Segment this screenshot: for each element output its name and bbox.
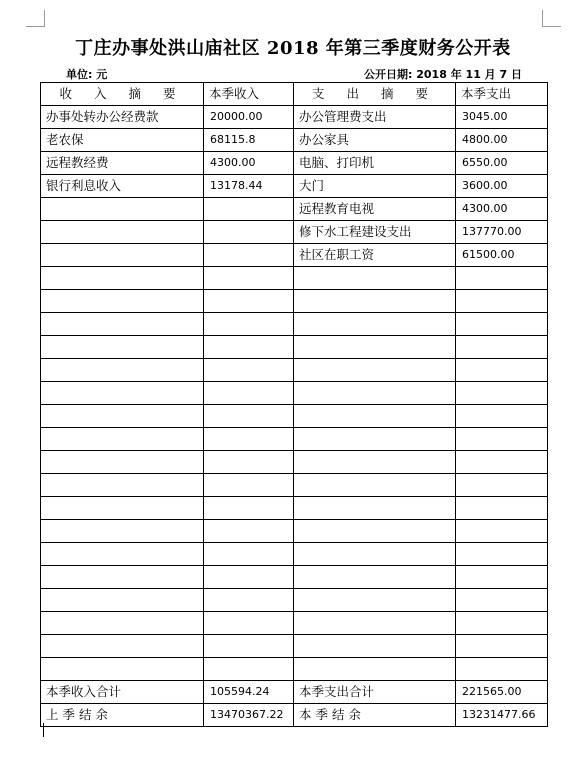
table-row [41,566,548,589]
expense-amount-cell: 61500.00 [456,244,548,267]
expense-item-cell [294,359,456,382]
expense-item-cell [294,612,456,635]
table-row [41,497,548,520]
income-amount-cell [204,405,294,428]
expense-amount-cell: 137770.00 [456,221,548,244]
expense-item-cell [294,566,456,589]
expense-amount-cell [456,635,548,658]
income-amount-cell [204,589,294,612]
expense-item-cell [294,382,456,405]
expense-item-cell [294,313,456,336]
expense-amount-cell [456,566,548,589]
income-amount-cell [204,244,294,267]
expense-amount-cell: 4300.00 [456,198,548,221]
table-row [41,451,548,474]
income-amount-cell [204,336,294,359]
publish-date-label: 公开日期: [364,68,413,81]
table-row [41,267,548,290]
expense-amount-cell [456,290,548,313]
expense-item-cell [294,290,456,313]
header-income-item: 收 入 摘 要 [41,83,204,106]
income-item-cell [41,543,204,566]
income-amount-cell [204,658,294,681]
income-item-cell [41,428,204,451]
expense-item-cell [294,336,456,359]
expense-item-cell [294,658,456,681]
income-amount-cell [204,221,294,244]
expense-item-cell: 办公家具 [294,129,456,152]
table-row [41,106,548,129]
unit-label: 单位: [66,68,93,81]
expense-item-cell [294,267,456,290]
expense-amount-cell [456,382,548,405]
table-row [41,428,548,451]
expense-amount-cell [456,267,548,290]
table-header-row [41,83,548,106]
income-item-cell [41,566,204,589]
balance-row [41,704,548,727]
table-row [41,359,548,382]
expense-item-cell: 办公管理费支出 [294,106,456,129]
income-item-cell: 银行利息收入 [41,175,204,198]
income-item-cell: 老农保 [41,129,204,152]
expense-amount-cell [456,520,548,543]
income-amount-cell [204,290,294,313]
income-total-label: 本季收入合计 [41,681,204,704]
table-row [41,589,548,612]
unit-value: 元 [96,68,108,81]
crop-mark-top-left [26,10,45,27]
income-item-cell: 办事处转办公经费款 [41,106,204,129]
income-item-cell [41,658,204,681]
income-amount-cell [204,635,294,658]
current-balance-value: 13231477.66 [456,704,548,727]
income-item-cell [41,336,204,359]
table-row [41,152,548,175]
income-amount-cell [204,428,294,451]
publish-date-line [364,66,522,82]
table-row [41,520,548,543]
income-item-cell [41,359,204,382]
expense-item-cell [294,428,456,451]
income-item-cell [41,497,204,520]
current-balance-label: 本 季 结 余 [294,704,456,727]
table-row [41,221,548,244]
income-amount-cell [204,612,294,635]
crop-mark-top-right [542,10,561,27]
expense-item-cell: 远程教育电视 [294,198,456,221]
income-item-cell [41,198,204,221]
header-income-amount: 本季收入 [204,83,294,106]
table-row [41,244,548,267]
expense-item-cell [294,451,456,474]
table-row [41,382,548,405]
income-amount-cell: 13178.44 [204,175,294,198]
income-amount-cell [204,359,294,382]
income-amount-cell [204,566,294,589]
income-item-cell [41,589,204,612]
income-item-cell [41,612,204,635]
table-row [41,612,548,635]
expense-amount-cell [456,543,548,566]
expense-amount-cell [456,474,548,497]
income-amount-cell [204,382,294,405]
income-item-cell [41,520,204,543]
expense-amount-cell [456,451,548,474]
expense-amount-cell [456,359,548,382]
income-amount-cell [204,198,294,221]
expense-item-cell [294,635,456,658]
table-row [41,474,548,497]
income-amount-cell [204,451,294,474]
table-row [41,658,548,681]
income-item-cell [41,313,204,336]
expense-amount-cell: 3600.00 [456,175,548,198]
expense-amount-cell [456,428,548,451]
expense-item-cell: 修下水工程建设支出 [294,221,456,244]
previous-balance-value: 13470367.22 [204,704,294,727]
income-item-cell [41,405,204,428]
income-item-cell: 远程教经费 [41,152,204,175]
finance-table [40,82,548,727]
expense-amount-cell [456,336,548,359]
expense-amount-cell [456,589,548,612]
table-row [41,129,548,152]
previous-balance-label: 上 季 结 余 [41,704,204,727]
expense-amount-cell [456,313,548,336]
expense-item-cell [294,405,456,428]
income-item-cell [41,221,204,244]
expense-item-cell: 电脑、打印机 [294,152,456,175]
table-row [41,290,548,313]
expense-amount-cell [456,612,548,635]
income-amount-cell: 4300.00 [204,152,294,175]
text-cursor [43,723,44,737]
totals-row [41,681,548,704]
income-amount-cell [204,313,294,336]
income-amount-cell: 20000.00 [204,106,294,129]
unit-line [66,66,107,82]
income-total-value: 105594.24 [204,681,294,704]
income-amount-cell: 68115.8 [204,129,294,152]
expense-amount-cell: 4800.00 [456,129,548,152]
expense-item-cell [294,520,456,543]
income-item-cell [41,635,204,658]
income-item-cell [41,290,204,313]
income-item-cell [41,267,204,290]
expense-item-cell [294,589,456,612]
table-row [41,543,548,566]
expense-item-cell [294,497,456,520]
publish-date-month: 11 月 [465,68,496,81]
expense-amount-cell: 3045.00 [456,106,548,129]
table-row [41,405,548,428]
income-item-cell [41,474,204,497]
table-row [41,175,548,198]
document-title: 丁庄办事处洪山庙社区 2018 年第三季度财务公开表 [75,38,511,59]
income-item-cell [41,451,204,474]
income-amount-cell [204,497,294,520]
header-expense-amount: 本季支出 [456,83,548,106]
expense-total-label: 本季支出合计 [294,681,456,704]
income-amount-cell [204,543,294,566]
expense-amount-cell [456,497,548,520]
header-expense-item: 支 出 摘 要 [294,83,456,106]
income-amount-cell [204,267,294,290]
income-amount-cell [204,520,294,543]
income-amount-cell [204,474,294,497]
expense-item-cell: 大门 [294,175,456,198]
publish-date-day: 7 日 [499,68,523,81]
table-row [41,635,548,658]
expense-total-value: 221565.00 [456,681,548,704]
table-row [41,313,548,336]
expense-amount-cell: 6550.00 [456,152,548,175]
income-item-cell [41,244,204,267]
income-item-cell [41,382,204,405]
table-row [41,336,548,359]
expense-item-cell: 社区在职工资 [294,244,456,267]
expense-item-cell [294,474,456,497]
table-row [41,198,548,221]
expense-item-cell [294,543,456,566]
expense-amount-cell [456,658,548,681]
expense-amount-cell [456,405,548,428]
publish-date-year: 2018 年 [416,68,462,81]
